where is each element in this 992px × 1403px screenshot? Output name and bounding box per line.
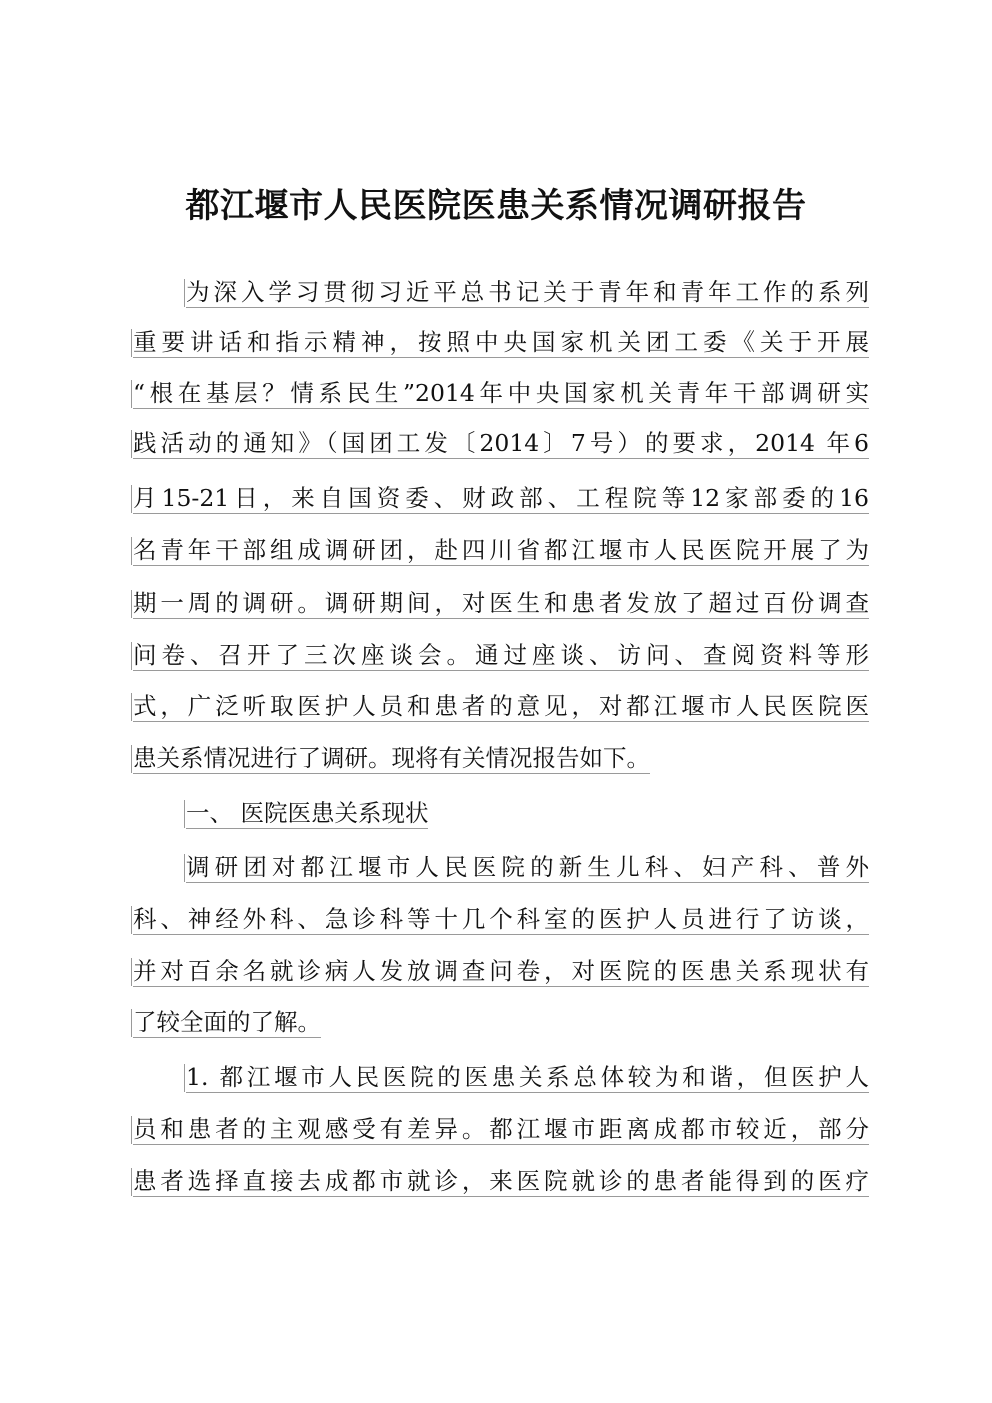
paragraph-line: 并对百余名就诊病人发放调查问卷，对医院的医患关系现状有 xyxy=(133,957,869,985)
paragraph-line: 式，广泛听取医护人员和患者的意见，对都江堰市人民医院医 xyxy=(133,692,869,720)
paragraph-line: “根在基层？情系民生”2014年中央国家机关青年干部调研实 xyxy=(133,379,869,407)
paragraph-line: 科、神经外科、急诊科等十几个科室的医护人员进行了访谈， xyxy=(133,905,869,933)
paragraph-line: 名青年干部组成调研团，赴四川省都江堰市人民医院开展了为 xyxy=(133,536,869,564)
paragraph-line: 期一周的调研。调研期间，对医生和患者发放了超过百份调查 xyxy=(133,589,869,617)
paragraph-line: 患关系情况进行了调研。现将有关情况报告如下。 xyxy=(133,744,650,772)
paragraph-line: 患者选择直接去成都市就诊，来医院就诊的患者能得到的医疗 xyxy=(133,1167,869,1195)
section-heading: 一、 医院医患关系现状 xyxy=(186,799,429,827)
paragraph-line: 了较全面的了解。 xyxy=(133,1008,321,1036)
paragraph-line: 践活动的通知》（国团工发〔2014〕7号）的要求，2014 年6 xyxy=(133,429,869,457)
document-title: 都江堰市人民医院医患关系情况调研报告 xyxy=(185,186,807,226)
paragraph-line: 重要讲话和指示精神，按照中央国家机关团工委《关于开展 xyxy=(133,328,869,356)
paragraph-line: 调研团对都江堰市人民医院的新生儿科、妇产科、普外 xyxy=(186,853,869,881)
paragraph-line: 为深入学习贯彻习近平总书记关于青年和青年工作的系列 xyxy=(186,278,869,306)
paragraph-line: 月15-21日，来自国资委、财政部、工程院等12家部委的16 xyxy=(133,484,869,512)
paragraph-line: 员和患者的主观感受有差异。都江堰市距离成都市较近，部分 xyxy=(133,1115,869,1143)
paragraph-line: 问卷、召开了三次座谈会。通过座谈、访问、查阅资料等形 xyxy=(133,641,869,669)
paragraph-line: 1. 都江堰市人民医院的医患关系总体较为和谐，但医护人 xyxy=(186,1063,869,1091)
